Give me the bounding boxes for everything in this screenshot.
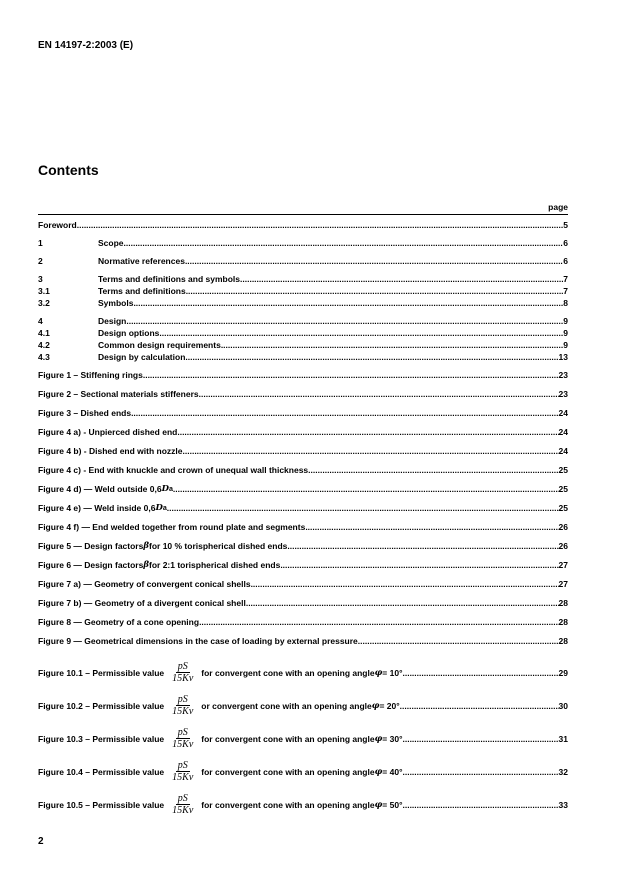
- toc-entry-figure-4b[interactable]: [38, 446, 568, 457]
- toc-entry-number: 1: [38, 238, 43, 248]
- leader-dots: [280, 560, 558, 571]
- toc-entry-page: 8: [563, 298, 568, 308]
- toc-entry-page: 26: [558, 541, 568, 551]
- toc-entry-text: Normative references: [98, 256, 185, 266]
- toc-entry-page: 27: [558, 560, 568, 570]
- toc-entry-page: 25: [558, 503, 568, 513]
- toc-entry-text-cont: for convergent cone with an opening angle: [201, 766, 375, 777]
- fraction-ps-15kv: [170, 793, 195, 817]
- toc-entry-page: 28: [558, 598, 568, 608]
- leader-dots: [177, 427, 558, 438]
- toc-entry-figure-10-4[interactable]: [38, 759, 568, 785]
- toc-entry-page: 28: [558, 617, 568, 627]
- toc-entry-figure-10-5[interactable]: [38, 792, 568, 818]
- beta-symbol: β: [143, 541, 149, 551]
- toc-entry-foreword[interactable]: [38, 220, 568, 231]
- toc-entry-text-cont: for 2:1 torispherical dished ends: [149, 560, 281, 570]
- toc-entry-page: 25: [558, 465, 568, 475]
- toc-entry-page: 32: [558, 766, 568, 777]
- toc-entry-subscript: a: [168, 485, 173, 493]
- toc-entry-text: Figure 7 b) — Geometry of a divergent conical shell: [38, 598, 246, 608]
- leader-dots: [402, 668, 558, 679]
- phi-symbol: φ: [374, 733, 383, 744]
- toc-entry-figure-7a[interactable]: [38, 579, 568, 590]
- toc-entry-page: 23: [558, 370, 568, 380]
- leader-dots: [400, 701, 559, 712]
- toc-entry-terms-definitions[interactable]: [38, 286, 568, 297]
- leader-dots: [287, 541, 558, 552]
- toc-entry-text: Figure 10.4 – Permissible value: [38, 766, 165, 777]
- toc-entry-design-options[interactable]: [38, 328, 568, 339]
- toc-entry-angle: = 30°: [382, 733, 403, 744]
- toc-entry-figure-8[interactable]: [38, 617, 568, 628]
- leader-dots: [185, 256, 563, 267]
- toc-entry-text: Figure 4 c) - End with knuckle and crown of unequal wall thickness: [38, 465, 309, 475]
- toc-entry-text: Terms and definitions and symbols: [98, 274, 241, 284]
- toc-entry-text: Design options: [98, 328, 160, 338]
- toc-entry-figure-5[interactable]: [38, 541, 568, 552]
- toc-entry-angle: = 40°: [382, 766, 403, 777]
- leader-dots: [240, 274, 563, 285]
- toc-entry-figure-9[interactable]: [38, 636, 568, 647]
- fraction-ps-15kv: [170, 727, 195, 751]
- leader-dots: [305, 522, 558, 533]
- toc-entry-text-cont: for convergent cone with an opening angle: [201, 667, 375, 678]
- toc-entry-text: Figure 2 – Sectional materials stiffeners: [38, 389, 199, 399]
- toc-entry-text-cont: for 10 % torispherical dished ends: [149, 541, 288, 551]
- toc-entry-figure-4d[interactable]: [38, 484, 568, 495]
- fraction-ps-15kv: [170, 694, 195, 718]
- toc-entry-figure-4a[interactable]: [38, 427, 568, 438]
- toc-entry-page: 28: [558, 636, 568, 646]
- page-column-label: page: [548, 202, 568, 212]
- toc-entry-page: 25: [558, 484, 568, 494]
- toc-entry-figure-7b[interactable]: [38, 598, 568, 609]
- phi-symbol: φ: [371, 700, 380, 711]
- toc-entry-angle: = 50°: [382, 799, 403, 810]
- fraction-numerator: pS: [177, 793, 188, 804]
- toc-entry-figure-1[interactable]: [38, 370, 568, 381]
- leader-dots: [126, 316, 563, 327]
- toc-entry-page: 29: [558, 667, 568, 678]
- toc-entry-page: 9: [563, 328, 568, 338]
- leader-dots: [221, 340, 563, 351]
- page-number: 2: [38, 836, 44, 847]
- fraction-denominator: 15Kv: [172, 673, 194, 684]
- leader-dots: [159, 328, 563, 339]
- fraction-ps-15kv: [170, 661, 195, 685]
- toc-entry-page: 27: [558, 579, 568, 589]
- toc-entry-number: 4: [38, 316, 43, 326]
- fraction-numerator: pS: [177, 661, 188, 672]
- leader-dots: [77, 220, 564, 231]
- toc-entry-page: 5: [563, 220, 568, 230]
- toc-entry-subscript: a: [162, 504, 167, 512]
- toc-entry-text-cont: or convergent cone with an opening angle: [201, 700, 372, 711]
- beta-symbol: β: [143, 560, 149, 570]
- toc-entry-symbol: D: [155, 503, 163, 513]
- leader-dots: [199, 617, 558, 628]
- fraction-denominator: 15Kv: [172, 706, 194, 717]
- leader-dots: [402, 734, 558, 745]
- toc-entry-page: 7: [563, 286, 568, 296]
- toc-entry-page: 33: [558, 799, 568, 810]
- header-rule: [38, 214, 568, 215]
- toc-entry-design[interactable]: [38, 316, 568, 327]
- toc-entry-figure-6[interactable]: [38, 560, 568, 571]
- toc-entry-text: Figure 7 a) — Geometry of convergent conical shells: [38, 579, 251, 589]
- toc-entry-text: Figure 10.5 – Permissible value: [38, 799, 165, 810]
- toc-entry-page: 6: [563, 256, 568, 266]
- leader-dots: [131, 408, 558, 419]
- leader-dots: [308, 465, 558, 476]
- toc-entry-number: 3.1: [38, 286, 50, 296]
- toc-entry-angle: = 20°: [379, 700, 400, 711]
- leader-dots: [173, 484, 559, 495]
- toc-entry-text: Figure 10.1 – Permissible value: [38, 667, 165, 678]
- phi-symbol: φ: [374, 667, 383, 678]
- toc-entry-text: Figure 3 – Dished ends: [38, 408, 132, 418]
- toc-entry-number: 4.3: [38, 352, 50, 362]
- fraction-numerator: pS: [177, 694, 188, 705]
- leader-dots: [185, 352, 558, 363]
- toc-entry-figure-3[interactable]: [38, 408, 568, 419]
- toc-entry-text: Figure 1 – Stiffening rings: [38, 370, 143, 380]
- phi-symbol: φ: [374, 766, 383, 777]
- leader-dots: [402, 767, 558, 778]
- toc-entry-page: 24: [558, 408, 568, 418]
- toc-entry-page: 31: [558, 733, 568, 744]
- toc-entry-symbol: D: [161, 484, 169, 494]
- leader-dots: [402, 800, 558, 811]
- fraction-numerator: pS: [177, 727, 188, 738]
- leader-dots: [133, 298, 563, 309]
- leader-dots: [124, 238, 564, 249]
- fraction-ps-15kv: [170, 760, 195, 784]
- toc-entry-text: Figure 4 b) - Dished end with nozzle: [38, 446, 183, 456]
- toc-entry-text: Figure 5 — Design factors: [38, 541, 144, 551]
- toc-entry-page: 26: [558, 522, 568, 532]
- toc-entry-page: 24: [558, 446, 568, 456]
- toc-entry-page: 6: [563, 238, 568, 248]
- toc-entry-page: 9: [563, 316, 568, 326]
- toc-entry-number: 3.2: [38, 298, 50, 308]
- toc-entry-design-by-calculation[interactable]: [38, 352, 568, 363]
- toc-entry-page: 24: [558, 427, 568, 437]
- toc-entry-figure-4e[interactable]: [38, 503, 568, 514]
- toc-entry-text: Figure 6 — Design factors: [38, 560, 144, 570]
- fraction-denominator: 15Kv: [172, 772, 194, 783]
- toc-entry-text: Figure 4 a) - Unpierced dished end: [38, 427, 178, 437]
- toc-entry-number: 4.1: [38, 328, 50, 338]
- toc-entry-figure-4c[interactable]: [38, 465, 568, 476]
- leader-dots: [246, 598, 559, 609]
- toc-entry-figure-10-1[interactable]: [38, 660, 568, 686]
- fraction-denominator: 15Kv: [172, 805, 194, 816]
- toc-entry-normative-references[interactable]: [38, 256, 568, 267]
- leader-dots: [167, 503, 559, 514]
- toc-entry-text-cont: for convergent cone with an opening angle: [201, 733, 375, 744]
- leader-dots: [183, 446, 559, 457]
- fraction-denominator: 15Kv: [172, 739, 194, 750]
- toc-entry-text: Figure 8 — Geometry of a cone opening: [38, 617, 200, 627]
- toc-entry-text: Foreword: [38, 220, 77, 230]
- toc-entry-text: Figure 4 e) — Weld inside 0,6: [38, 503, 156, 513]
- toc-entry-number: 2: [38, 256, 43, 266]
- document-id: EN 14197-2:2003 (E): [38, 40, 134, 51]
- toc-entry-text: Design by calculation: [98, 352, 186, 362]
- toc-entry-text: Symbols: [98, 298, 134, 308]
- fraction-numerator: pS: [177, 760, 188, 771]
- toc-entry-page: 7: [563, 274, 568, 284]
- toc-entry-text: Figure 10.3 – Permissible value: [38, 733, 165, 744]
- toc-entry-page: 23: [558, 389, 568, 399]
- toc-entry-page: 30: [558, 700, 568, 711]
- toc-entry-text: Figure 10.2 – Permissible value: [38, 700, 165, 711]
- toc-entry-text: Scope: [98, 238, 124, 248]
- toc-entry-common-design-requirements[interactable]: [38, 340, 568, 351]
- leader-dots: [199, 389, 559, 400]
- toc-entry-page: 13: [558, 352, 568, 362]
- toc-entry-text: Figure 9 — Geometrical dimensions in the case of loading by external pressure: [38, 636, 358, 646]
- leader-dots: [186, 286, 564, 297]
- toc-entry-text: Terms and definitions: [98, 286, 186, 296]
- toc-entry-angle: = 10°: [382, 667, 403, 678]
- leader-dots: [143, 370, 559, 381]
- toc-entry-number: 4.2: [38, 340, 50, 350]
- page-title: Contents: [38, 162, 99, 178]
- toc-entry-text: Figure 4 f) — End welded together from round plate and segments: [38, 522, 306, 532]
- toc-entry-figure-2[interactable]: [38, 389, 568, 400]
- toc-entry-symbols[interactable]: [38, 298, 568, 309]
- phi-symbol: φ: [374, 799, 383, 810]
- toc-entry-number: 3: [38, 274, 43, 284]
- toc-entry-figure-4f[interactable]: [38, 522, 568, 533]
- toc-entry-page: 9: [563, 340, 568, 350]
- leader-dots: [251, 579, 559, 590]
- toc-entry-figure-10-3[interactable]: [38, 726, 568, 752]
- toc-entry-text: Common design requirements: [98, 340, 221, 350]
- toc-entry-terms-definitions-symbols[interactable]: [38, 274, 568, 285]
- toc-entry-text: Design: [98, 316, 127, 326]
- toc-entry-text-cont: for convergent cone with an opening angle: [201, 799, 375, 810]
- leader-dots: [358, 636, 559, 647]
- toc-entry-figure-10-2[interactable]: [38, 693, 568, 719]
- toc-entry-text: Figure 4 d) — Weld outside 0,6: [38, 484, 162, 494]
- toc-entry-scope[interactable]: [38, 238, 568, 249]
